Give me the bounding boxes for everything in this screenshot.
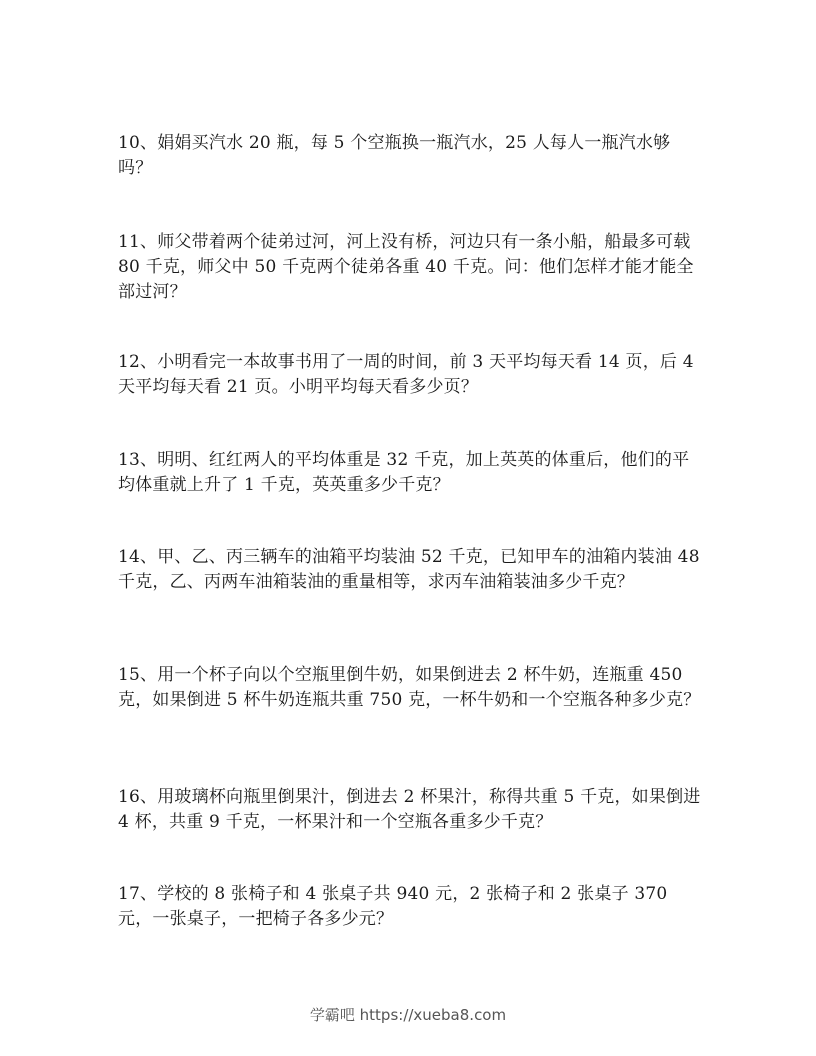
question-14: 14、甲、乙、丙三辆车的油箱平均装油 52 千克，已知甲车的油箱内装油 48 千克，乙、丙两车油箱装油的重量相等，求丙车油箱装油多少千克？ bbox=[118, 547, 700, 592]
question-12: 12、小明看完一本故事书用了一周的时间，前 3 天平均每天看 14 页，后 4 天平均每天看 21 页。小明平均每天看多少页？ bbox=[118, 352, 694, 397]
question-13: 13、明明、红红两人的平均体重是 32 千克，加上英英的体重后，他们的平均体重就上升了 1 千克，英英重多少千克？ bbox=[118, 450, 690, 495]
question-10: 10、娟娟买汽水 20 瓶，每 5 个空瓶换一瓶汽水，25 人每人一瓶汽水够吗？ bbox=[118, 133, 671, 178]
question-17: 17、学校的 8 张椅子和 4 张桌子共 940 元，2 张椅子和 2 张桌子 370 元，一张桌子，一把椅子各多少元？ bbox=[118, 884, 668, 929]
question-11: 11、师父带着两个徒弟过河，河上没有桥，河边只有一条小船，船最多可载 80 千克，师父中 50 千克两个徒弟各重 40 千克。问：他们怎样才能才能全部过河？ bbox=[118, 232, 694, 302]
question-15: 15、用一个杯子向以个空瓶里倒牛奶，如果倒进去 2 杯牛奶，连瓶重 450 克，如果倒进 5 杯牛奶连瓶共重 750 克，一杯牛奶和一个空瓶各种多少克？ bbox=[118, 665, 701, 710]
question-16: 16、用玻璃杯向瓶里倒果汁，倒进去 2 杯果汁，称得共重 5 千克，如果倒进 4 杯，共重 9 千克，一杯果汁和一个空瓶各重多少千克？ bbox=[118, 787, 701, 832]
footer-watermark: 学霸吧 https://xueba8.com bbox=[309, 1006, 507, 1024]
